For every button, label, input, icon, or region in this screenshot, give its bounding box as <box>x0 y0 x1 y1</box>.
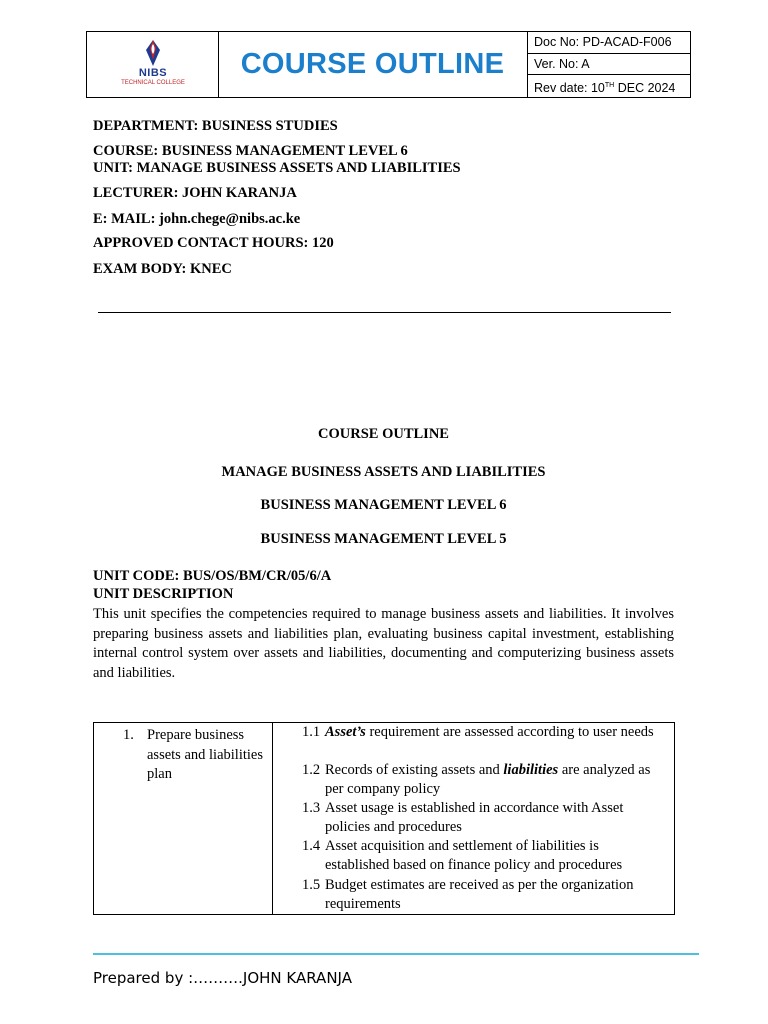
criterion-emphasis: Asset’s <box>325 724 366 740</box>
criterion-1-5 <box>302 876 662 915</box>
unit-description: This unit specifies the competencies required to manage business assets and liabilities. It involves preparing business assets and liabilities plan, evaluating business capital investment, establishing internal control system over assets and liabilities, documenting and computerizing business assets and liabilities. <box>93 606 674 681</box>
revision-date <box>527 75 690 97</box>
unit-description-heading: UNIT DESCRIPTION <box>93 586 234 602</box>
outline-unit-title: MANAGE BUSINESS ASSETS AND LIABILITIES <box>221 464 546 480</box>
revision-date-prefix: Rev date: 10 <box>534 81 605 96</box>
criterion-text: requirement are assessed according to user needs <box>365 724 654 740</box>
exam-body-line: EXAM BODY: KNEC <box>93 261 232 277</box>
criterion-number: 1.3 <box>302 800 321 816</box>
page-title: COURSE OUTLINE <box>240 48 505 80</box>
unit-line: UNIT: MANAGE BUSINESS ASSETS AND LIABILITIES <box>93 160 461 176</box>
unit-code: UNIT CODE: BUS/OS/BM/CR/05/6/A <box>93 568 332 584</box>
doc-number: Doc No: PD-ACAD-F006 <box>527 32 690 54</box>
footer-divider <box>93 953 699 955</box>
outline-level-6: BUSINESS MANAGEMENT LEVEL 6 <box>260 497 507 513</box>
criterion-1-3 <box>302 799 662 838</box>
criterion-emphasis: liabilities <box>503 762 559 778</box>
criterion-text-pre: Records of existing assets and <box>325 762 504 778</box>
contact-hours-line: APPROVED CONTACT HOURS: 120 <box>93 235 334 251</box>
logo-brand-text: NIBS <box>138 67 168 79</box>
logo-cell <box>87 32 219 97</box>
criterion-1-4 <box>302 837 662 876</box>
section-divider <box>98 312 671 313</box>
element-number: 1. <box>123 727 134 743</box>
criterion-text: Asset usage is established in accordance with Asset policies and procedures <box>325 800 624 836</box>
prepared-by: Prepared by :……….JOHN KARANJA <box>93 969 352 987</box>
version-number: Ver. No: A <box>527 54 690 76</box>
outline-level-5: BUSINESS MANAGEMENT LEVEL 5 <box>260 531 507 547</box>
criterion-number: 1.2 <box>302 762 321 778</box>
email-line: E: MAIL: john.chege@nibs.ac.ke <box>93 211 301 227</box>
document-header <box>86 31 691 98</box>
course-line: COURSE: BUSINESS MANAGEMENT LEVEL 6 <box>93 143 408 159</box>
lecturer-line: LECTURER: JOHN KARANJA <box>93 185 297 201</box>
element-cell <box>94 723 273 914</box>
criterion-number: 1.5 <box>302 877 321 893</box>
criterion-1-1 <box>302 723 662 742</box>
criterion-text: are analyzed as per company policy <box>325 762 651 798</box>
criterion-1-2 <box>302 761 662 800</box>
competency-table <box>93 722 675 915</box>
criterion-text: Budget estimates are received as per the organization requirements <box>325 877 634 913</box>
header-title-cell <box>218 32 528 97</box>
criterion-text: Asset acquisition and settlement of liabilities is established based on finance policy and procedures <box>325 838 623 874</box>
department-line: DEPARTMENT: BUSINESS STUDIES <box>93 118 338 134</box>
revision-date-superscript: TH <box>604 82 615 90</box>
outline-title: COURSE OUTLINE <box>318 426 449 442</box>
logo-subtitle-text: TECHNICAL COLLEGE <box>121 80 185 86</box>
revision-date-suffix: DEC 2024 <box>614 81 676 96</box>
document-meta <box>527 32 690 97</box>
element-text: Prepare business assets and liabilities plan <box>147 727 263 782</box>
nibs-logo-icon <box>140 38 166 68</box>
criterion-number: 1.1 <box>302 724 321 740</box>
criterion-number: 1.4 <box>302 838 321 854</box>
